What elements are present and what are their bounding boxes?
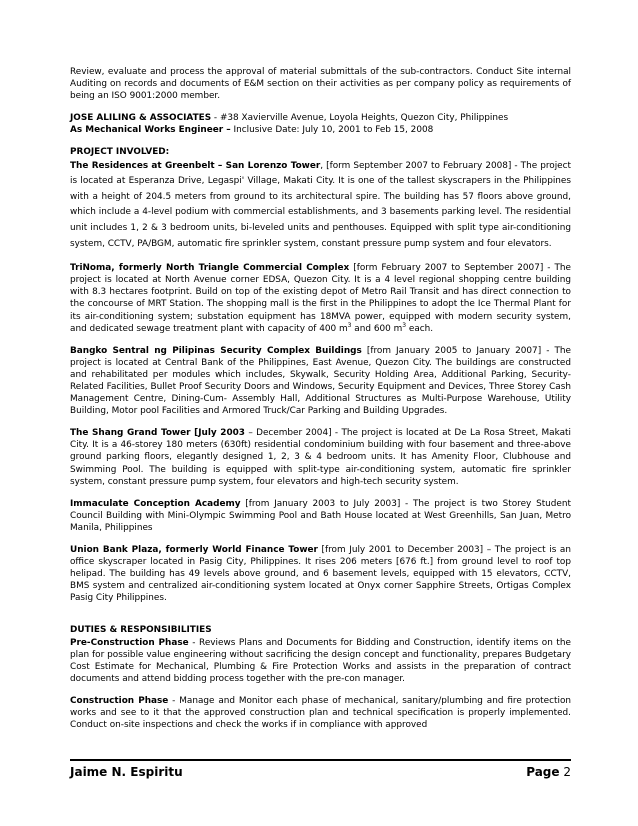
project-item [70, 544, 571, 604]
project-title: The Shang Grand Tower [July 2003 [70, 428, 245, 439]
duty-item [70, 637, 571, 685]
duty-title: Pre-Construction Phase [70, 637, 189, 648]
resume-page-body [70, 66, 571, 731]
project-title: Bangko Sentral ng Pilipinas Security Complex Buildings [70, 345, 362, 356]
duty-description: - Reviews Plans and Documents for Bidding and Construction, identify items on the plan for possible value engineering without sacrificing the design concept and functionality, prepares Budgetary Cost Estimate for Mechanical, Plumbing & Fire Protection Works and assists in the preparation of contract documents and attend bidding process together with the pre-con manager. [70, 637, 571, 684]
project-item [70, 159, 571, 253]
position-line [70, 124, 571, 136]
project-title: The Residences at Greenbelt – San Lorenzo Tower [70, 160, 321, 171]
project-item [70, 345, 571, 418]
employer-address: - #38 Xavierville Avenue, Loyola Heights, Quezon City, Philippines [211, 113, 509, 124]
project-item [70, 498, 571, 534]
duty-title: Construction Phase [70, 695, 169, 706]
project-description: [from January 2003 to July 2003] - The project is two Storey Student Council Building with Mini-Olympic Swimming Pool and Bath House located at West Greenhills, San Juan, Metro Manila, Philippines [70, 498, 572, 533]
project-description-tail: and 600 m [351, 323, 403, 334]
intro-paragraph: Review, evaluate and process the approval of material submittals of the sub-contractors. Conduct Site internal Auditing on records and documents of E&M section on their activities as per company policy as requirements of being an ISO 9001:2000 member. [70, 67, 571, 102]
project-item [70, 427, 571, 487]
project-description: [form February 2007 to September 2007] - The project is located at North Avenue corner EDSA, Quezon City. It is a 4 level regional shopping centre building with 8.3 hectares footprint. Build on top of the existing depot of Metro Rail Transit and has direct connection to the concourse of MRT Station. The shopping mall is the first in the Philippines to adopt the Ice Thermal Plant for its air-conditioning system; substation equipment has 18MVA power, equipped with modern security system, and dedicated sewage treatment plant with capacity of 400 m [70, 263, 571, 334]
project-title: Immaculate Conception Academy [70, 498, 241, 509]
project-title: TriNoma, formerly North Triangle Commercial Complex [70, 263, 350, 274]
duties-heading: DUTIES & RESPONSIBILITIES [70, 625, 212, 636]
footer-page-number: 2 [563, 765, 571, 779]
duty-item [70, 695, 571, 731]
superscript: 3 [402, 321, 407, 329]
project-description: – December 2004] - The project is located at De La Rosa Street, Makati City. It is a 46-storey 180 meters (630ft) residential condominium building with four basement and three-above ground parking floors, elegantly designed 1, 2, 3 & 4 bedroom units. It has Amenity Floor, Clubhouse and Swimming Pool. The building is equipped with split-type air-conditioning system, automatic fire sprinkler system, constant pressure pump system, four elevators and high-tech security system. [70, 428, 571, 487]
project-description-end: each. [406, 323, 434, 334]
footer-page-label: Page [526, 765, 560, 779]
projects-heading: PROJECT INVOLVED: [70, 147, 170, 158]
project-item [70, 262, 571, 335]
employer-line [70, 112, 571, 124]
position-title: As Mechanical Works Engineer – [70, 125, 231, 136]
duty-description: - Manage and Monitor each phase of mechanical, sanitary/plumbing and fire protection works and see to it that the approved construction plan and technical specification is properly implemented. Conduct on-site inspections and check the works if in compliance with approved [70, 695, 571, 731]
superscript: 3 [347, 321, 352, 329]
footer-author-name: Jaime N. Espiritu [70, 765, 183, 779]
project-description: [from January 2005 to January 2007] - The project is located at Central Bank of the Philippines, East Avenue, Quezon City. The buildings are constructed and rehabilitated per modules which includes, Skywalk, Security Holding Area, Additional Parking, Security-Related Facilities, Bullet Proof Security Doors and Windows, Security Equipment and Devices, Three Storey Cash Management Centre, Dining-Cum- Assembly Hall, Additional Structures as Multi-Purpose Warehouse, Utility Building, Motor pool Facilities and Armored Truck/Car Parking and Building Upgrades. [70, 345, 571, 417]
project-title: Union Bank Plaza, formerly World Finance Tower [70, 545, 318, 555]
project-description: , [form September 2007 to February 2008] - The project is located at Esperanza Drive, Legaspi' Village, Makati City. It is one of the tallest skyscrapers in the Philippines with a height of 204.5 meters from ground to its architectural spire. The building has 57 floors above ground, which include a 4-level podium with commercial establishments, and 3 basements parking level. The residential unit includes 1, 2 & 3 bedroom units, bi-leveled units and penthouses. Equipped with split type air-conditioning system, CCTV, PA/BGM, automatic fire sprinkler system, constant pressure pump system and four elevators. [70, 160, 571, 249]
employer-name: JOSE ALILING & ASSOCIATES [70, 113, 212, 124]
project-description: [from July 2001 to December 2003] – The project is an office skyscraper located in Pasig City, Philippines. It rises 206 meters [676 ft.] from ground level to roof top helipad. The building has 49 levels above ground, and 6 basement levels, equipped with 15 elevators, CCTV, BMS system and centralized air-conditioning system located at Onyx corner Sapphire Streets, Ortigas Complex Pasig City Philippines. [70, 545, 571, 604]
page-footer [70, 759, 571, 779]
footer-page-indicator [526, 765, 571, 779]
position-dates: Inclusive Date: July 10, 2001 to Feb 15, 2008 [230, 125, 434, 136]
